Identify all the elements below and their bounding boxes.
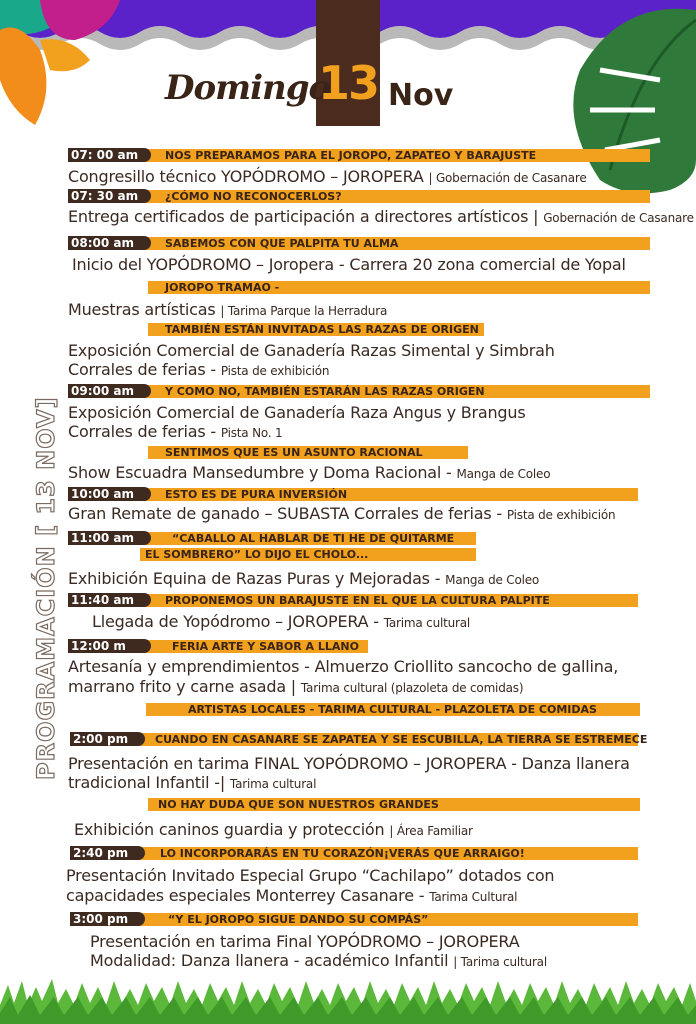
headline-text: NOS PREPARAMOS PARA EL JOROPO, ZAPATEO Y BARAJUSTE: [165, 149, 537, 162]
event-title-text: Congresillo técnico YOPÓDROMO – JOROPERA: [68, 167, 424, 186]
headline-text: NO HAY DUDA QUE SON NUESTROS GRANDES: [158, 798, 439, 811]
event-title: Exposición Comercial de Ganadería Raza Angus y Brangus: [68, 403, 526, 422]
event-title-text: Modalidad: Danza llanera - académico Infantil: [90, 951, 449, 970]
time-badge: 10:00 am: [68, 487, 151, 501]
headline-text: Y COMO NO, TAMBIÉN ESTARÁN LAS RAZAS ORIGEN: [165, 385, 485, 398]
headline-text: LO INCORPORARÁS EN TU CORAZÓN¡VERÁS QUE ARRAIGO!: [160, 847, 525, 860]
event-title-text: Exhibición Equina de Razas Puras y Mejoradas -: [68, 569, 441, 588]
time-badge: 11:00 am: [68, 531, 151, 545]
headline-text: “Y EL JOROPO SIGUE DANDO SU COMPÁS”: [168, 913, 429, 926]
time-badge: 07: 00 am: [68, 148, 151, 162]
event-title: [74, 820, 473, 839]
event-title: Presentación en tarima Final YOPÓDROMO – JOROPERA: [90, 932, 520, 951]
event-subtitle: [68, 773, 316, 792]
event-venue: Manga de Coleo: [445, 573, 540, 587]
event-venue: | Gobernación de Casanare: [428, 171, 587, 185]
side-label: [12, 380, 60, 780]
event-title-text: marrano frito y carne asada |: [68, 677, 296, 696]
event-title: Artesanía y emprendimientos - Almuerzo Criollito sancocho de gallina,: [68, 657, 619, 676]
event-venue: Gobernación de Casanare: [543, 211, 694, 225]
event-subtitle: [68, 677, 523, 696]
event-title-text: Corrales de ferias -: [68, 422, 216, 441]
header-month: Nov: [388, 78, 454, 113]
time-badge: 2:00 pm: [70, 732, 145, 746]
event-title-text: capacidades especiales Monterrey Casanare -: [66, 886, 425, 905]
headline-bar: [68, 190, 650, 203]
headline-text: PROPONEMOS UN BARAJUSTE EN EL QUE LA CULTURA PALPITE: [165, 594, 550, 607]
event-venue: Pista No. 1: [220, 426, 283, 440]
flower-petals-decoration: [0, 0, 130, 130]
event-venue: Pista de exhibición: [506, 508, 616, 522]
side-label-text: PROGRAMACIÓN [ 13 NOV]: [32, 396, 60, 780]
time-badge: 11:40 am: [68, 593, 151, 607]
event-venue: Pista de exhibición: [220, 364, 330, 378]
event-venue: Tarima cultural: [383, 616, 471, 630]
event-title: [68, 207, 694, 226]
headline-text: EL SOMBRERO” LO DIJO EL CHOLO...: [145, 548, 369, 561]
headline-text: JOROPO TRAMAO -: [165, 281, 280, 294]
header-day: Domingo: [165, 68, 331, 108]
event-venue: | Área Familiar: [389, 824, 473, 838]
time-badge: 2:40 pm: [70, 846, 145, 860]
event-title: Presentación Invitado Especial Grupo “Cachilapo” dotados con: [66, 866, 555, 885]
headline-text: TAMBIÉN ESTÁN INVITADAS LAS RAZAS DE ORIGEN: [165, 323, 479, 336]
event-title: [68, 167, 587, 186]
event-subtitle: [66, 886, 517, 905]
event-title-text: Gran Remate de ganado – SUBASTA Corrales de ferias -: [68, 504, 502, 523]
event-venue: | Tarima cultural: [453, 955, 547, 969]
event-subtitle: [68, 360, 329, 379]
headline-text: SABEMOS CON QUE PALPITA TU ALMA: [165, 237, 399, 250]
event-title-text: Exhibición caninos guardia y protección: [74, 820, 385, 839]
event-title: [92, 612, 470, 631]
event-title: [68, 300, 387, 319]
headline-text: ¿CÓMO NO RECONOCERLOS?: [165, 190, 342, 203]
event-venue: | Tarima Parque la Herradura: [220, 304, 388, 318]
time-badge: 12:00 m: [68, 639, 151, 653]
event-title-text: Llegada de Yopódromo – JOROPERA -: [92, 612, 379, 631]
header-day-number: 13: [317, 56, 378, 110]
event-title: [68, 569, 539, 588]
event-title: Inicio del YOPÓDROMO – Joropera - Carrera 20 zona comercial de Yopal: [72, 255, 626, 274]
headline-text: “CABALLO AL HABLAR DE TI HE DE QUITARME: [172, 532, 455, 545]
headline-text: CUANDO EN CASANARE SE ZAPATEA Y SE ESCUBILLA, LA TIERRA SE ESTREMECE: [155, 733, 648, 746]
event-venue: Tarima Cultural: [429, 890, 518, 904]
event-title-text: Entrega certificados de participación a directores artísticos |: [68, 207, 539, 226]
event-title: [68, 504, 615, 523]
time-badge: 09:00 am: [68, 384, 151, 398]
headline-text: SENTIMOS QUE ES UN ASUNTO RACIONAL: [165, 446, 423, 459]
event-venue: Tarima cultural: [229, 777, 317, 791]
time-badge: 07: 30 am: [68, 189, 151, 203]
event-title: Exposición Comercial de Ganadería Razas Simental y Simbrah: [68, 341, 555, 360]
time-badge: 3:00 pm: [70, 912, 145, 926]
event-title-text: Show Escuadra Mansedumbre y Doma Racional -: [68, 463, 452, 482]
event-title-text: tradicional Infantil -|: [68, 773, 226, 792]
event-subtitle: [90, 951, 547, 970]
event-title: Presentación en tarima FINAL YOPÓDROMO – JOROPERA - Danza llanera: [68, 754, 630, 773]
time-badge: 08:00 am: [68, 236, 151, 250]
event-subtitle: [68, 422, 282, 441]
event-title-text: Corrales de ferias -: [68, 360, 216, 379]
headline-bar: [68, 488, 638, 501]
headline-text: ARTISTAS LOCALES - TARIMA CULTURAL - PLAZOLETA DE COMIDAS: [188, 703, 597, 716]
event-title: [68, 463, 550, 482]
headline-text: FERIA ARTE Y SABOR A LLANO: [172, 640, 359, 653]
event-venue: Manga de Coleo: [456, 467, 551, 481]
event-venue: Tarima cultural (plazoleta de comidas): [300, 681, 524, 695]
event-title-text: Muestras artísticas: [68, 300, 216, 319]
grass-decoration: [0, 975, 696, 1024]
headline-text: ESTO ES DE PURA INVERSIÓN: [165, 488, 348, 501]
